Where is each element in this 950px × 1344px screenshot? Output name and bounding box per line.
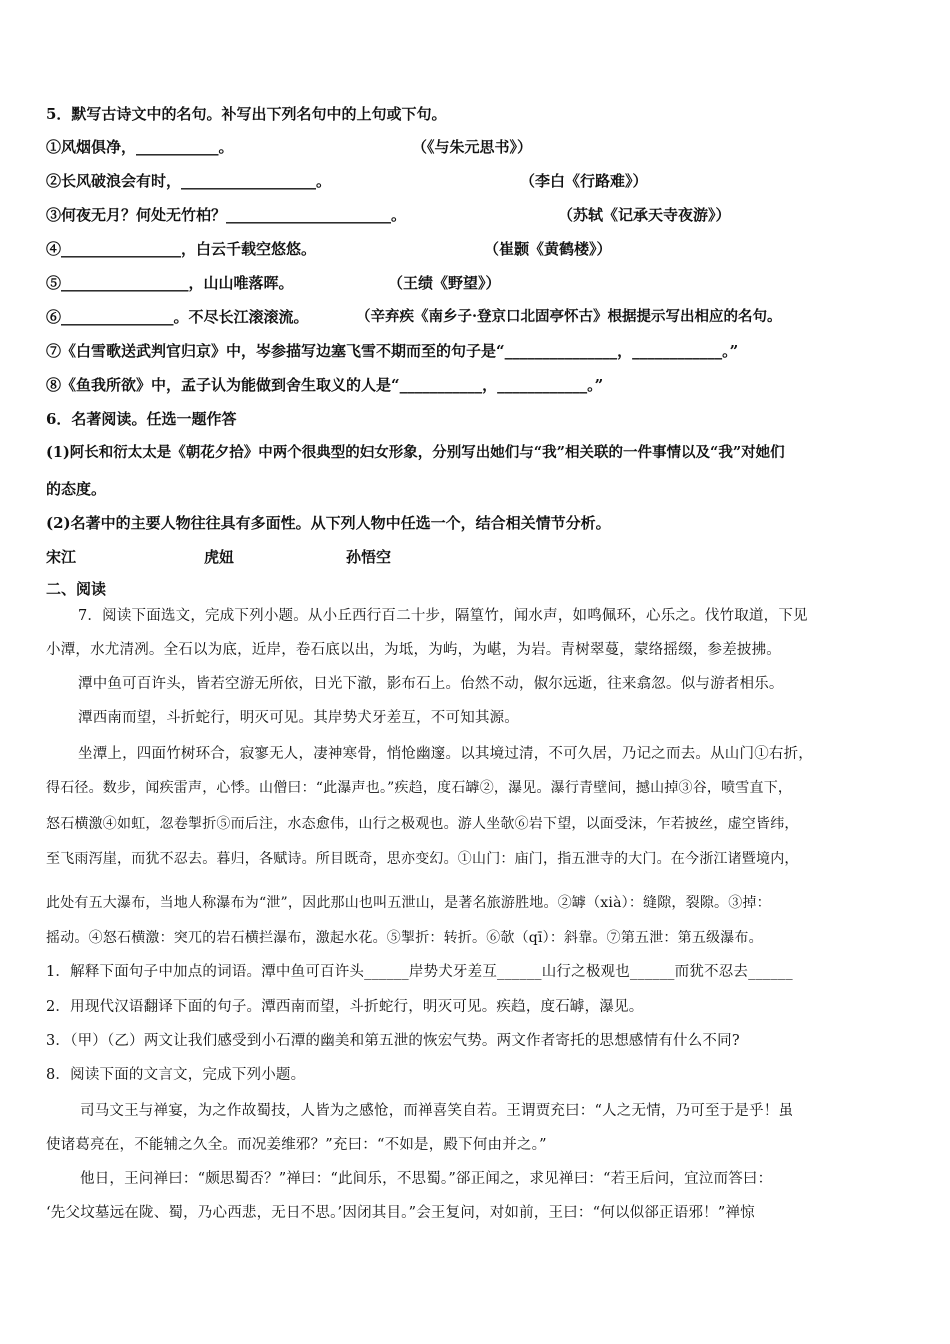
- q5-item-4: ④________________，白云千载空悠悠。: [46, 240, 317, 258]
- q6-option-3: 孙悟空: [346, 548, 392, 566]
- q7-passage-line: 摇动。④怒石横激：突兀的岩石横拦瀑布，激起水花。⑤掣折：转折。⑥欹（qī）：斜靠。⑦第五泄：第五级瀑布。: [46, 930, 763, 946]
- q5-item-8: ⑧《鱼我所欲》中，孟子认为能做到舍生取义的人是“___________，____________。”: [46, 376, 604, 394]
- q5-item-5: ⑤_________________，山山唯落晖。: [46, 274, 294, 292]
- q8-title: 8．阅读下面的文言文，完成下列小题。: [46, 1067, 306, 1083]
- q5-item-2: ②长风破浪会有时，__________________。: [46, 172, 332, 190]
- q8-passage-line: 使诸葛亮在，不能辅之久全。而况姜维邪？”充曰：“不如是，殿下何由并之。”: [46, 1137, 547, 1153]
- q8-passage-line: ‘先父坟墓远在陇、蜀，乃心西悲，无日不思。’因闭其目。”会王复问，对如前，王曰：“何以似郤正语邪！”禅惊: [46, 1205, 755, 1221]
- q5-item-2-source: （李白《行路难》）: [520, 172, 648, 190]
- q5-item-4-source: （崔颢《黄鹤楼》）: [484, 240, 612, 258]
- q5-item-1-source: （《与朱元思书》）: [412, 138, 533, 156]
- q6-option-2: 虎妞: [204, 548, 235, 566]
- q5-title: 5．默写古诗文中的名句。补写出下列名句中的上句或下句。: [46, 105, 447, 123]
- q5-item-3: ③何夜无月？何处无竹柏？______________________。: [46, 206, 407, 224]
- q7-subquestion-3: 3．（甲）（乙）两文让我们感受到小石潭的幽美和第五泄的恢宏气势。两文作者寄托的思想感情有什么不同?: [46, 1033, 740, 1049]
- q5-item-3-source: （苏轼《记承天寺夜游》）: [558, 206, 731, 224]
- q7-subquestion-2: 2．用现代汉语翻译下面的句子。潭西南而望，斗折蛇行，明灭可见。疾趋，度石罅，瀑见。: [46, 999, 644, 1015]
- q7-passage-line: 坐潭上，四面竹树环合，寂寥无人，凄神寒骨，悄怆幽邃。以其境过清，不可久居，乃记之而去。从山门①右折，: [78, 746, 813, 762]
- q7-passage-line: 怒石横激④如虹，忽卷掣折⑤而后注，水态愈伟，山行之极观也。游人坐欹⑥岩下望，以面受沫，乍若披丝，虚空皆纬，: [46, 816, 799, 832]
- q5-item-6-source: （辛弃疾《南乡子·登京口北固亭怀古》根据提示写出相应的名句。: [356, 308, 782, 325]
- q6-title: 6．名著阅读。任选一题作答: [46, 410, 237, 428]
- q5-item-5-source: （王绩《野望》）: [388, 274, 501, 292]
- q8-passage-line: 司马文王与禅宴，为之作故蜀技，人皆为之感怆，而禅喜笑自若。王谓贾充曰：“人之无情，乃可至于是乎！虽: [80, 1103, 794, 1119]
- q7-passage-line: 潭西南而望，斗折蛇行，明灭可见。其岸势犬牙差互，不可知其源。: [78, 710, 519, 726]
- q5-item-6: ⑥_______________。不尽长江滚滚流。: [46, 308, 309, 326]
- q5-item-7: ⑦《白雪歌送武判官归京》中，岑参描写边塞飞雪不期而至的句子是“_______________，____________。”: [46, 342, 739, 360]
- q7-passage-line: 至飞雨泻崖，而犹不忍去。暮归，各赋诗。所目既奇，思亦变幻。①山门：庙门，指五泄寺的大门。在今浙江诸暨境内，: [46, 851, 799, 867]
- q7-subquestion-1: 1．解释下面句子中加点的词语。潭中鱼可百许头______岸势犬牙差互______山行之极观也______而犹不忍去______: [46, 964, 793, 980]
- q5-item-1: ①风烟俱净，___________。: [46, 138, 234, 156]
- q6-part2: (2)名著中的主要人物往往具有多面性。从下列人物中任选一个，结合相关情节分析。: [46, 514, 611, 532]
- q6-part1-line1: (1)阿长和衍太太是《朝花夕拾》中两个很典型的妇女形象，分别写出她们与“我”相关联的一件事情以及“我”对她们: [46, 444, 785, 461]
- q7-passage-line: 得石径。数步，闻疾雷声，心悸。山僧曰：“此瀑声也。”疾趋，度石罅②，瀑见。瀑行青壁间，撼山掉③谷，喷雪直下，: [46, 780, 793, 796]
- q7-passage-line: 小潭，水尤清冽。全石以为底，近岸，卷石底以出，为坻，为屿，为嵁，为岩。青树翠蔓，蒙络摇缀，参差披拂。: [46, 642, 781, 658]
- q7-passage-line: 7．阅读下面选文，完成下列小题。从小丘西行百二十步，隔篁竹，闻水声，如鸣佩环，心乐之。伐竹取道，下见: [78, 608, 808, 624]
- q6-option-1: 宋江: [46, 548, 77, 566]
- section-heading-reading: 二、阅读: [46, 580, 107, 598]
- q6-part1-line2: 的态度。: [46, 480, 107, 498]
- q7-passage-line: 此处有五大瀑布，当地人称瀑布为“泄”，因此那山也叫五泄山，是著名旅游胜地。②罅（xià）：缝隙，裂隙。③掉：: [46, 895, 771, 911]
- q8-passage-line: 他日，王问禅曰：“颇思蜀否？”禅曰：“此间乐，不思蜀。”郤正闻之，求见禅曰：“若王后问，宜泣而答曰：: [80, 1171, 773, 1187]
- q7-passage-line: 潭中鱼可百许头，皆若空游无所依，日光下澈，影布石上。佁然不动，俶尔远逝，往来翕忽。似与游者相乐。: [78, 676, 784, 692]
